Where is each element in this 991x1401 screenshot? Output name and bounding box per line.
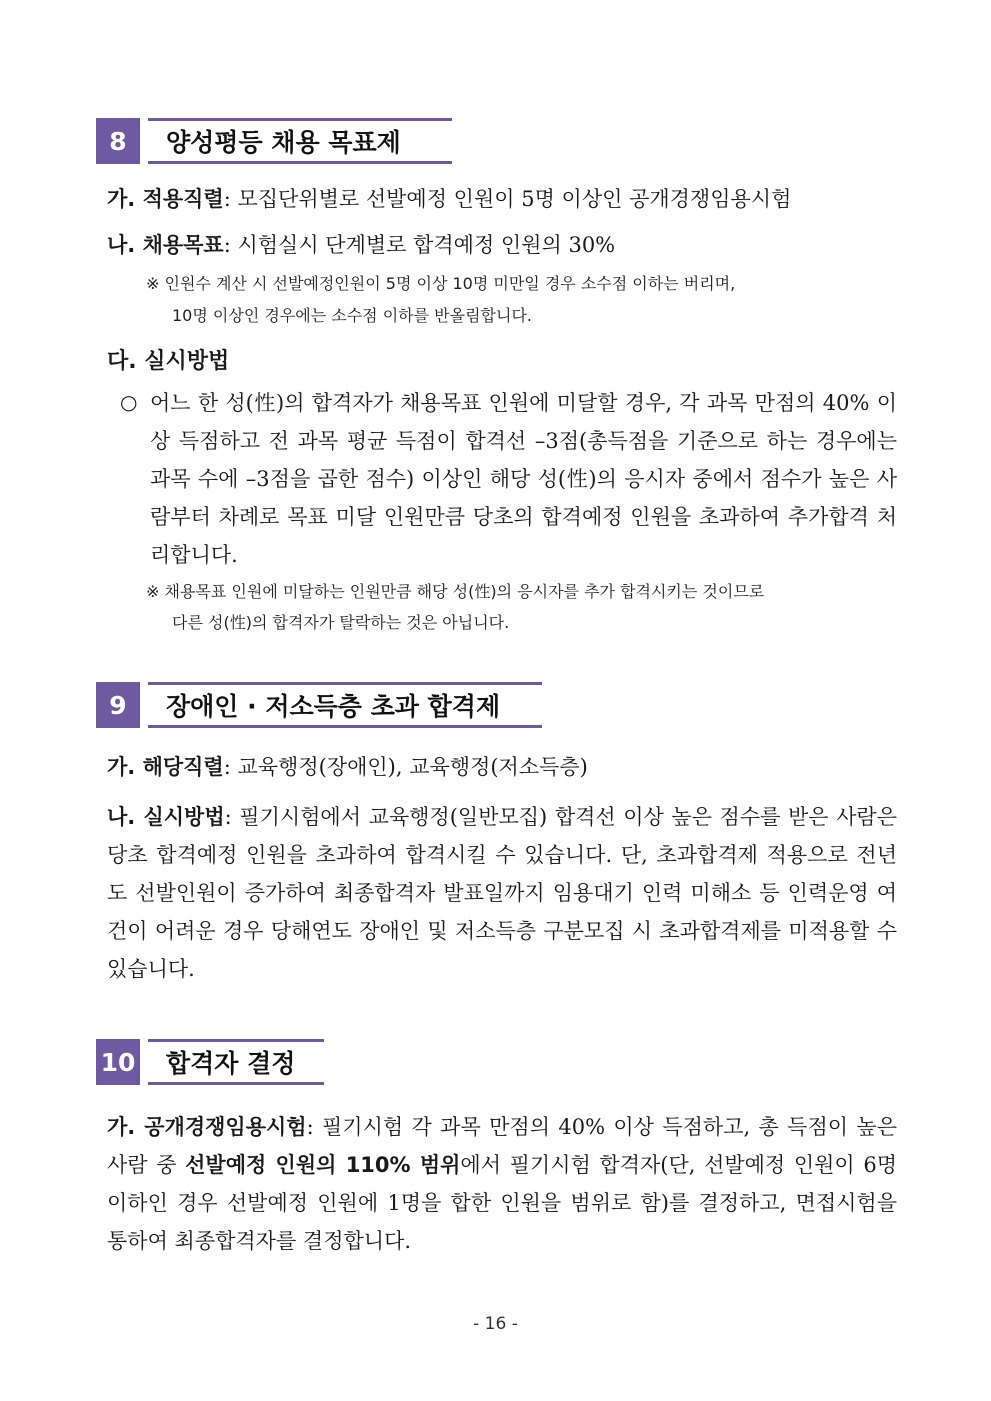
section-title: 합격자 결정 bbox=[148, 1039, 324, 1085]
section-number: 10 bbox=[96, 1039, 140, 1085]
item-text: : 필기시험 각 과목 만점의 40% 이상 득점하고, 총 득점이 높은 사람 중 bbox=[107, 1115, 897, 1177]
item-text: : 시험실시 단계별로 합격예정 인원의 30% bbox=[223, 233, 616, 257]
section-number: 8 bbox=[96, 118, 140, 164]
item-text: : 모집단위별로 선발예정 인원이 5명 이상인 공개경쟁임용시험 bbox=[223, 187, 792, 211]
item-text: : 필기시험에서 교육행정(일반모집) 합격선 이상 높은 점수를 받은 사람은 당초 합격예정 인원을 초과하여 합격시킬 수 있습니다. 단, 초과합격제 적용으로 전년도 선발인원이 증가하여 최종합격자 발표일까지 임용대기 인력 미해소 등 인력운영 여건이 어려운 경우 당해연도 장애인 및 저소득층 구분모집 시 초과합격제를 미적용할 수 있습니다. bbox=[107, 805, 898, 981]
item-a-paragraph bbox=[107, 1108, 897, 1260]
item-text: 에서 필기시험 합격자(단, 선발예정 인원이 6명 이하인 경우 선발예정 인원에 1명을 합한 인원을 범위로 함)를 결정하고, 면접시험을 통하여 최종합격자를 결정합니다. bbox=[107, 1153, 897, 1253]
section-10-header bbox=[96, 1039, 324, 1085]
note-line: ※ 인원수 계산 시 선발예정인원이 5명 이상 10명 미만일 경우 소수점 이하는 버리며, bbox=[146, 274, 736, 293]
section-title: 장애인 · 저소득층 초과 합격제 bbox=[148, 682, 542, 728]
item-a bbox=[107, 752, 991, 782]
note-line: 다른 성(性)의 합격자가 탈락하는 것은 아닙니다. bbox=[172, 613, 510, 632]
item-label: 가. 적용직렬 bbox=[107, 187, 224, 211]
note-line: ※ 채용목표 인원에 미달하는 인원만큼 해당 성(性)의 응시자를 추가 합격시키는 것이므로 bbox=[146, 582, 765, 601]
item-text: : 교육행정(장애인), 교육행정(저소득층) bbox=[223, 755, 588, 779]
item-b bbox=[107, 230, 991, 260]
item-label: 가. 해당직렬 bbox=[107, 755, 224, 779]
item-label: 나. 채용목표 bbox=[107, 233, 224, 257]
section-title: 양성평등 채용 목표제 bbox=[148, 118, 452, 164]
section-8-header bbox=[96, 118, 452, 164]
item-label: 가. 공개경쟁임용시험 bbox=[107, 1115, 307, 1139]
bullet-icon: ○ bbox=[120, 390, 138, 414]
page-number: - 16 - bbox=[473, 1314, 518, 1334]
highlight-text: 선발예정 인원의 110% 범위 bbox=[185, 1153, 461, 1177]
item-c-heading: 다. 실시방법 bbox=[107, 349, 230, 374]
item-label: 나. 실시방법 bbox=[107, 805, 225, 829]
method-paragraph: 어느 한 성(性)의 합격자가 채용목표 인원에 미달할 경우, 각 과목 만점의 40% 이상 득점하고 전 과목 평균 득점이 합격선 –3점(총득점을 기준으로 하는 경우에는 과목 수에 –3점을 곱한 점수) 이상인 해당 성(性)의 응시자 중에서 점수가 높은 사람부터 차례로 목표 미달 인원만큼 당초의 합격예정 인원을 초과하여 추가합격 처리합니다. bbox=[150, 391, 897, 567]
note-line: 10명 이상인 경우에는 소수점 이하를 반올림합니다. bbox=[172, 306, 532, 325]
item-b-paragraph bbox=[107, 798, 897, 988]
section-9-header bbox=[96, 682, 542, 728]
item-a bbox=[107, 184, 991, 214]
section-number: 9 bbox=[96, 682, 140, 728]
